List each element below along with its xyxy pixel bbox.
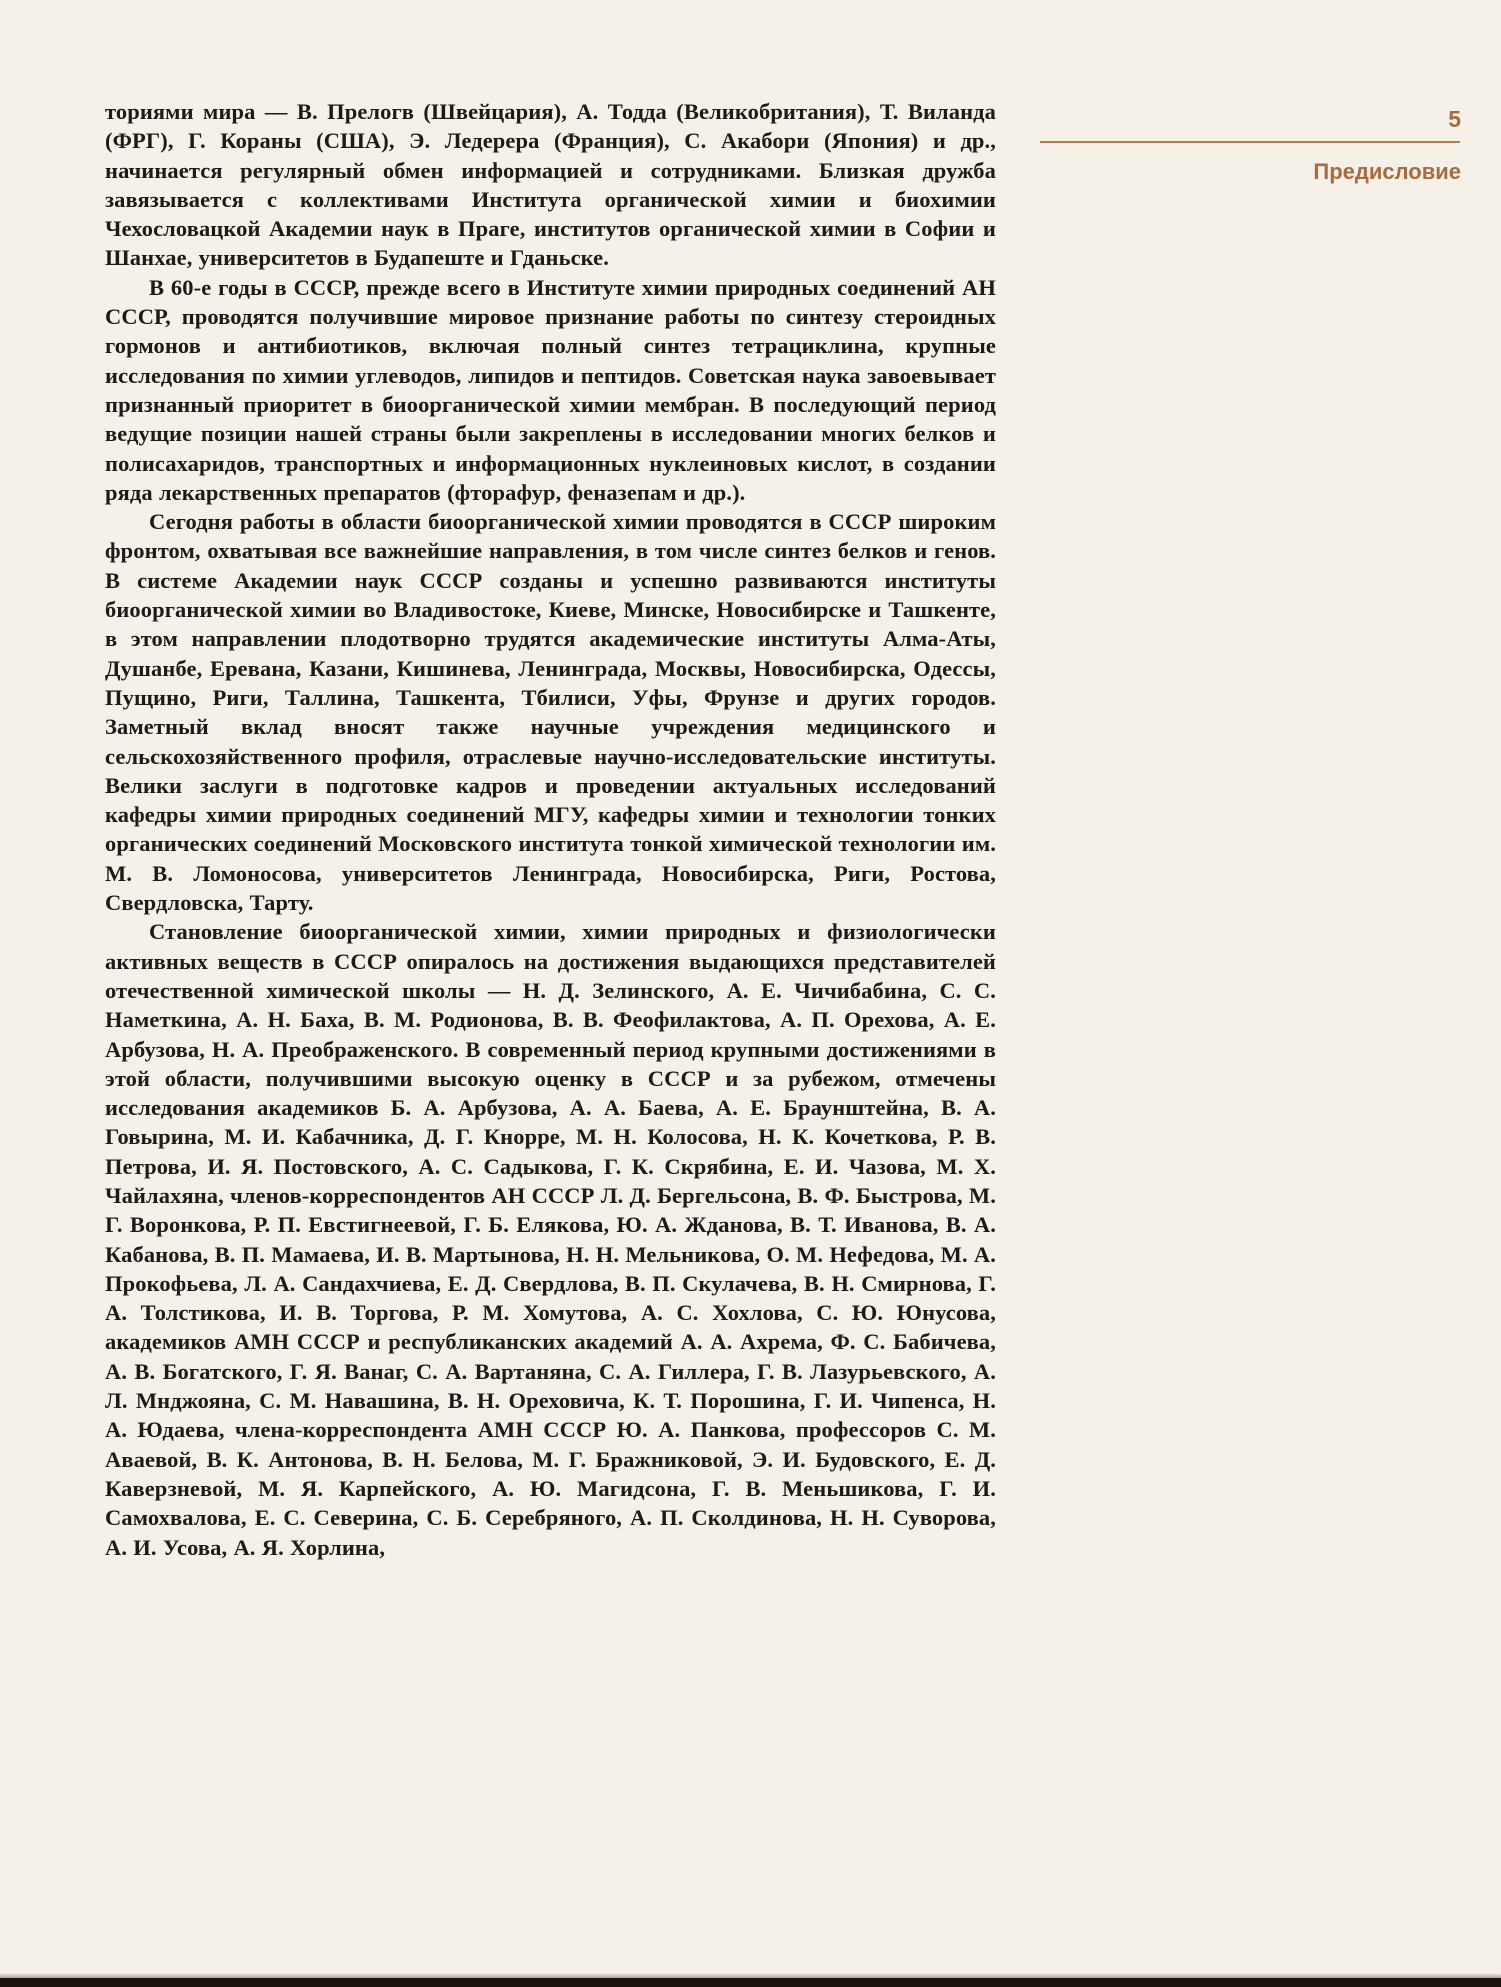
- paragraph-4: Становление биоорганической химии, химии природных и физиологически активных веществ в СССР опиралось на достижения выдающихся представителей отечественной химической школы — Н. Д. Зелинского, А. Е. Чичибабина, С. С. Наметкина, А. Н. Баха, В. М. Родионова, В. В. Феофилактова, А. П. Орехова, А. Е. Арбузова, Н. А. Преображенского. В современный период крупными достижениями в этой области, получившими высокую оценку в СССР и за рубежом, отмечены исследования академиков Б. А. Арбузова, А. А. Баева, А. Е. Браунштейна, В. А. Говырина, М. И. Кабачника, Д. Г. Кнорре, М. Н. Колосова, Н. К. Кочеткова, Р. В. Петрова, И. Я. Постовского, А. С. Садыкова, Г. К. Скрябина, Е. И. Чазова, М. Х. Чайлахяна, членов-корреспондентов АН СССР Л. Д. Бергельсона, В. Ф. Быстрова, М. Г. Воронкова, Р. П. Евстигнеевой, Г. Б. Елякова, Ю. А. Жданова, В. Т. Иванова, В. А. Кабанова, В. П. Мамаева, И. В. Мартынова, Н. Н. Мельникова, О. М. Нефедова, М. А. Прокофьева, Л. А. Сандахчиева, Е. Д. Свердлова, В. П. Скулачева, В. Н. Смирнова, Г. А. Толстикова, И. В. Торгова, Р. М. Хомутова, А. С. Хохлова, С. Ю. Юнусова, академиков АМН СССР и республиканских академий А. А. Ахрема, Ф. С. Бабичева, А. В. Богатского, Г. Я. Ванаг, С. А. Вартаняна, С. А. Гиллера, Г. В. Лазурьевского, А. Л. Мнджояна, С. М. Навашина, В. Н. Ореховича, К. Т. Порошина, Г. И. Чипенса, Н. А. Юдаева, члена-корреспондента АМН СССР Ю. А. Панкова, профессоров С. М. Аваевой, В. К. Антонова, В. Н. Белова, М. Г. Бражниковой, Э. И. Будовского, Е. Д. Каверзневой, М. Я. Карпейского, А. Ю. Магидсона, Г. В. Меньшикова, Г. И. Самохвалова, Е. С. Северина, С. Б. Серебряного, А. П. Сколдинова, Н. Н. Суворова, А. И. Усова, А. Я. Хорлина,: [105, 919, 996, 1560]
- page-number: 5: [1448, 106, 1461, 132]
- paragraph-2: В 60-е годы в СССР, прежде всего в Институте химии природных соединений АН СССР, проводятся получившие мировое признание работы по синтезу стероидных гормонов и антибиотиков, включая полный синтез тетрациклина, крупные исследования по химии углеводов, липидов и пептидов. Советская наука завоевывает признанный приоритет в биоорганической химии мембран. В последующий период ведущие позиции нашей страны были закреплены в исследовании многих белков и полисахаридов, транспортных и информационных нуклеиновых кислот, в создании ряда лекарственных препаратов (фторафур, феназепам и др.).: [105, 274, 996, 505]
- section-title: Предисловие: [1313, 159, 1461, 184]
- paragraph-3: Сегодня работы в области биоорганической химии проводятся в СССР широким фронтом, охватывая все важнейшие направления, в том числе синтез белков и генов. В системе Академии наук СССР созданы и успешно развиваются институты биоорганической химии во Владивостоке, Киеве, Минске, Новосибирске и Ташкенте, в этом направлении плодотворно трудятся академические институты Алма-Аты, Душанбе, Еревана, Казани, Кишинева, Ленинграда, Москвы, Новосибирска, Одессы, Пущино, Риги, Таллина, Ташкента, Тбилиси, Уфы, Фрунзе и других городов. Заметный вклад вносят также научные учреждения медицинского и сельскохозяйственного профиля, отраслевые научно-исследовательские институты. Велики заслуги в подготовке кадров и проведении актуальных исследований кафедры химии природных соединений МГУ, кафедры химии и технологии тонких органических соединений Московского института тонкой химической технологии им. М. В. Ломоносова, университетов Ленинграда, Новосибирска, Риги, Ростова, Свердловска, Тарту.: [105, 509, 996, 916]
- header-rule: [1040, 141, 1460, 143]
- paragraph-1: ториями мира — В. Прелогв (Швейцария), А. Тодда (Великобритания), Т. Виланда (ФРГ), Г. Кораны (США), Э. Ледерера (Франция), С. Акабори (Япония) и др., начинается регулярный обмен информацией и сотрудниками. Близкая дружба завязывается с коллективами Института органической химии и биохимии Чехословацкой Академии наук в Праге, институтов органической химии в Софии и Шанхае, университетов в Будапеште и Гданьске.: [105, 99, 996, 271]
- page-bottom-edge: [0, 1978, 1501, 1987]
- body-text: [105, 97, 996, 1562]
